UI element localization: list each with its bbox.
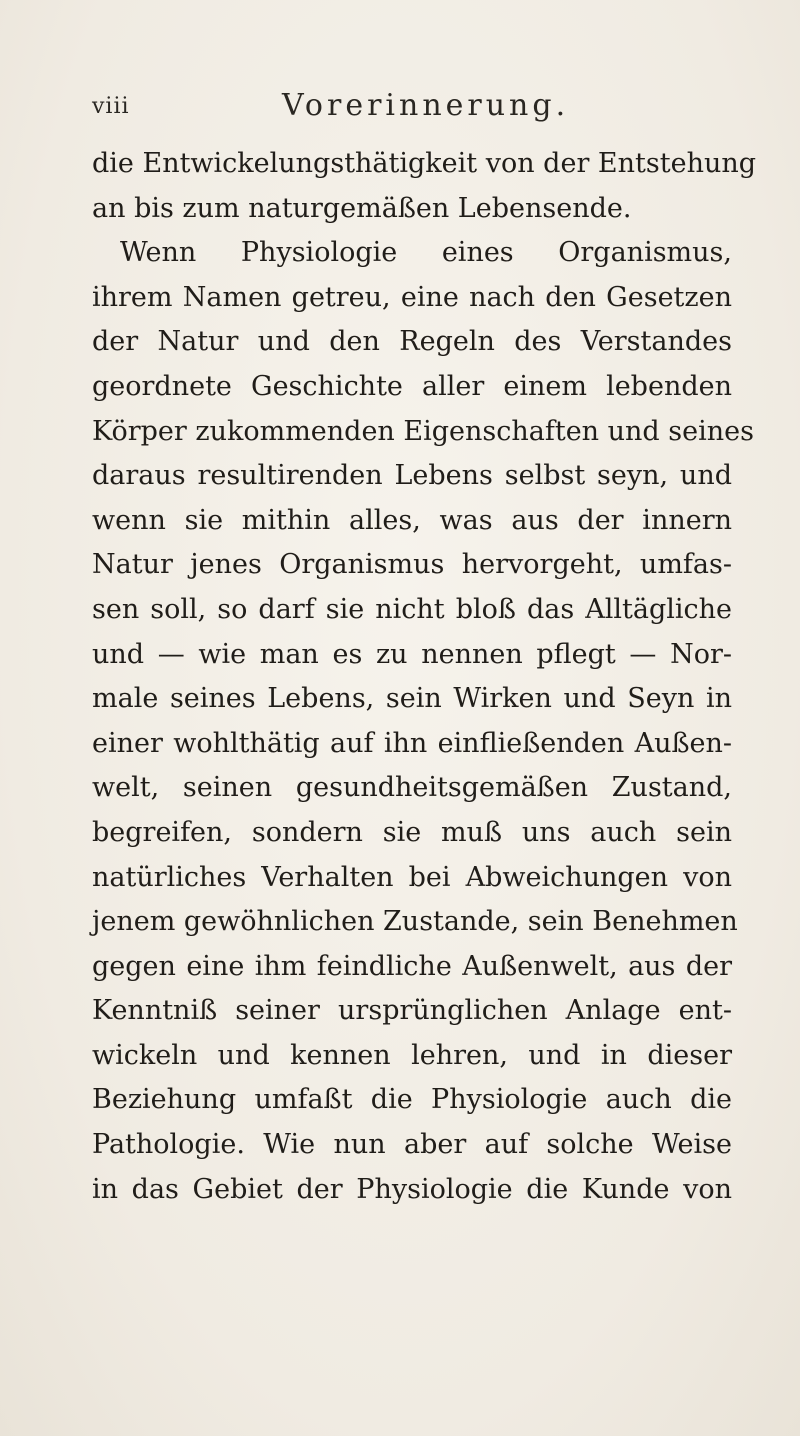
- text-line: einer wohlthätig auf ihn einfließenden Außen-: [92, 727, 732, 759]
- page-header: [92, 88, 692, 128]
- text-line: daraus resultirenden Lebens selbst seyn, und: [92, 460, 732, 492]
- text-line: an bis zum naturgemäßen Lebensende.: [92, 192, 632, 224]
- text-line: geordnete Geschichte aller einem lebenden: [92, 370, 732, 402]
- text-line: sen soll, so darf sie nicht bloß das Alltägliche: [92, 593, 732, 625]
- text-line: Pathologie. Wie nun aber auf solche Weise: [92, 1129, 732, 1161]
- page-number: viii: [92, 94, 130, 119]
- body-text: [92, 142, 757, 1212]
- text-line: natürliches Verhalten bei Abweichungen von: [92, 861, 732, 893]
- text-line: begreifen, sondern sie muß uns auch sein: [92, 816, 732, 848]
- text-line: die Entwickelungsthätigkeit von der Entstehung: [92, 148, 757, 179]
- text-line: Wenn Physiologie eines Organismus,: [120, 237, 732, 269]
- text-line: jenem gewöhnlichen Zustande, sein Benehmen: [92, 906, 738, 938]
- text-line: welt, seinen gesundheitsgemäßen Zustand,: [92, 772, 732, 804]
- text-line: in das Gebiet der Physiologie die Kunde von: [92, 1173, 732, 1205]
- running-title: Vorerinnerung.: [282, 88, 570, 123]
- text-line: ihrem Namen getreu, eine nach den Gesetzen: [92, 281, 732, 313]
- text-line: Beziehung umfaßt die Physiologie auch die: [92, 1084, 732, 1116]
- text-line: gegen eine ihm feindliche Außenwelt, aus der: [92, 950, 732, 982]
- text-line: der Natur und den Regeln des Verstandes: [92, 326, 732, 358]
- text-line: wickeln und kennen lehren, und in dieser: [92, 1039, 732, 1071]
- text-line: wenn sie mithin alles, was aus der innern: [92, 504, 732, 536]
- text-line: Körper zukommenden Eigenschaften und seines: [92, 415, 754, 447]
- text-line: Natur jenes Organismus hervorgeht, umfas-: [92, 549, 732, 581]
- text-line: male seines Lebens, sein Wirken und Seyn in: [92, 683, 732, 715]
- text-line: Kenntniß seiner ursprünglichen Anlage ent-: [92, 995, 732, 1027]
- text-line: und — wie man es zu nennen pflegt — Nor-: [92, 638, 732, 670]
